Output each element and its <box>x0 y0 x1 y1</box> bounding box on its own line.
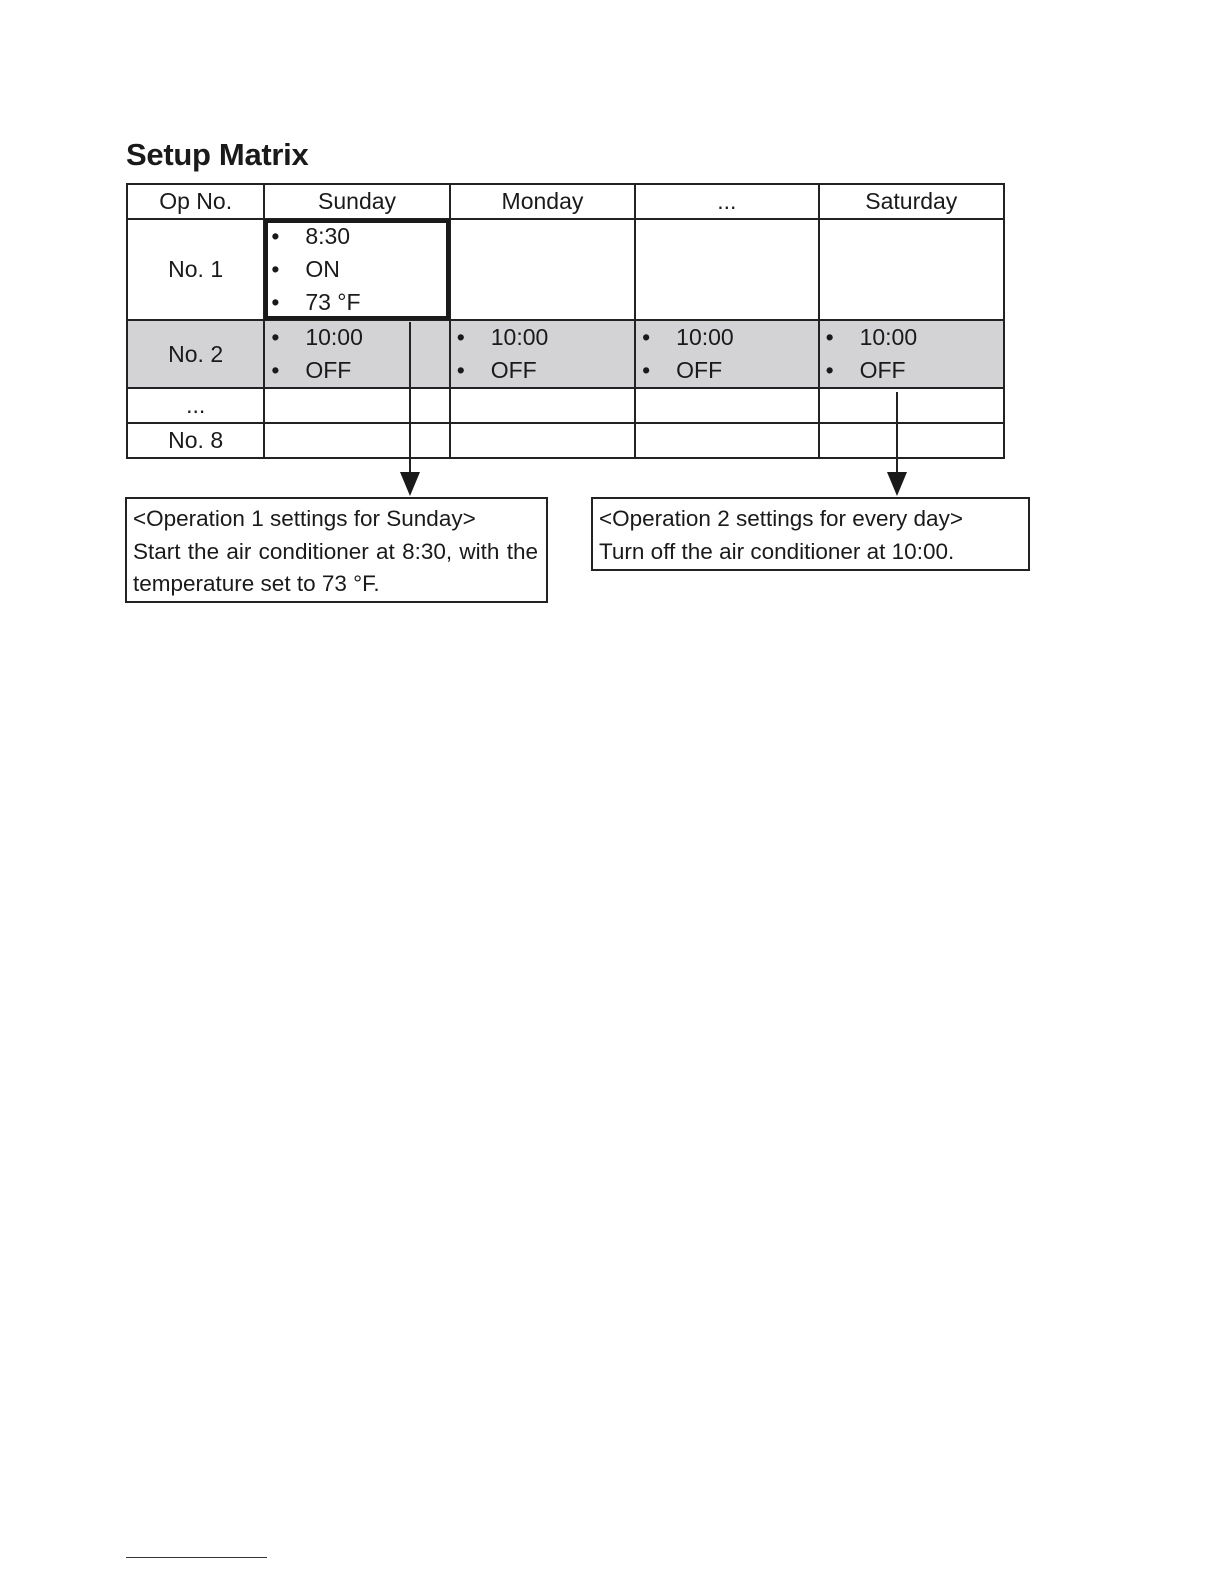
note-text: Turn off the air conditioner at 10:00. <box>599 538 955 564</box>
note-operation-1 <box>125 497 548 603</box>
setting-power: • OFF <box>271 354 448 387</box>
setting-time: • 10:00 <box>271 321 448 354</box>
setup-matrix-table <box>126 183 1005 459</box>
op-number: No. 8 <box>127 423 264 458</box>
op-number: No. 2 <box>127 320 264 388</box>
cell-op1-sunday <box>264 219 449 320</box>
cell-op1-saturday <box>819 219 1004 320</box>
empty-cell <box>819 423 1004 458</box>
header-monday: Monday <box>450 184 635 219</box>
setting-power: • ON <box>271 253 448 286</box>
cell-op2-ellipsis <box>635 320 818 388</box>
page-title: Setup Matrix <box>126 137 309 172</box>
setting-time: • 10:00 <box>826 321 1003 354</box>
settings-list <box>636 321 817 387</box>
header-row <box>127 184 1004 219</box>
note-operation-2 <box>591 497 1030 571</box>
empty-cell <box>819 388 1004 423</box>
empty-cell <box>635 388 818 423</box>
empty-cell <box>450 388 635 423</box>
settings-list <box>451 321 634 387</box>
header-ellipsis: ... <box>635 184 818 219</box>
cell-op1-ellipsis <box>635 219 818 320</box>
cell-op2-saturday <box>819 320 1004 388</box>
note-heading: <Operation 2 settings for every day> <box>599 506 963 531</box>
empty-cell <box>264 423 449 458</box>
table-row <box>127 423 1004 458</box>
header-op-no: Op No. <box>127 184 264 219</box>
settings-list <box>265 220 448 319</box>
setting-time: • 10:00 <box>642 321 817 354</box>
setting-time: • 8:30 <box>271 220 448 253</box>
setting-time: • 10:00 <box>457 321 634 354</box>
settings-list <box>820 321 1003 387</box>
empty-cell <box>264 388 449 423</box>
setting-power: • OFF <box>642 354 817 387</box>
setting-power: • OFF <box>457 354 634 387</box>
note-text: Start the air conditioner at 8:30, with the temperature set to 73 °F. <box>133 538 538 596</box>
note-heading: <Operation 1 settings for Sunday> <box>133 506 476 531</box>
cell-op2-sunday <box>264 320 449 388</box>
table-row <box>127 320 1004 388</box>
header-sunday: Sunday <box>264 184 449 219</box>
empty-cell <box>450 423 635 458</box>
setting-temperature: • 73 °F <box>271 286 448 319</box>
setting-power: • OFF <box>826 354 1003 387</box>
footnote-divider <box>126 1557 267 1558</box>
table-row <box>127 388 1004 423</box>
cell-op1-monday <box>450 219 635 320</box>
empty-cell <box>635 423 818 458</box>
op-number: ... <box>127 388 264 423</box>
header-saturday: Saturday <box>819 184 1004 219</box>
cell-op2-monday <box>450 320 635 388</box>
table-row <box>127 219 1004 320</box>
op-number: No. 1 <box>127 219 264 320</box>
settings-list <box>265 321 448 387</box>
